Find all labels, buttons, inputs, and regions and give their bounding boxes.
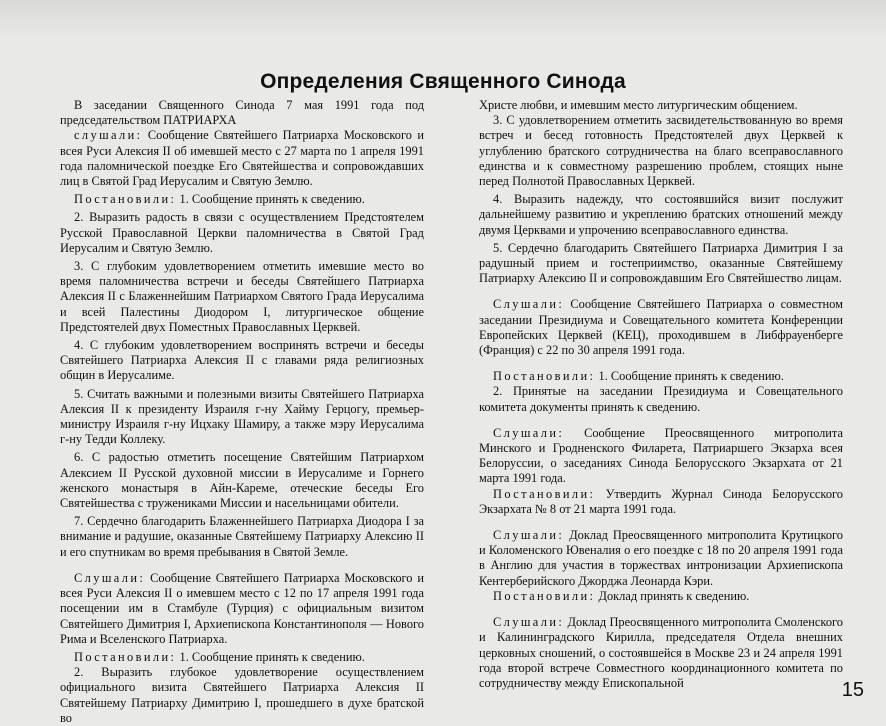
resolved-paragraph <box>60 192 424 207</box>
heard-text: Сообщение Святейшего Патриарха Московского и всея Руси Алексия II о имевшем место с 12 по 17 апреля 1991 года посещении им в Стамбуле (Турция) с официальным визитом Святейшего Димитрия I, Архиепископа Константинополя — Нового Рима и Вселенского Патриарха. <box>60 570 424 646</box>
resolution-item: 3. С удовлетворением отметить засвидетельствованную во время встреч и бесед готовность Предстоятелей двух Церквей к углублению братского сотрудничества на благо всеправославного единства и к совместному разрешению проблем, стоящих ныне перед Полнотой Православных Церквей. <box>479 113 843 189</box>
heard-text: Доклад Преосвященного митрополита Крутицкого и Коломенского Ювеналия о его поездке с 18 по 20 апреля 1991 года в Англию для участия в торжествах интронизации Архиепископа Кентерберийского Джорджа Леонарда Кэри. <box>479 528 843 588</box>
bleed-through-area <box>0 0 886 40</box>
heard-text: Сообщение Преосвященного митрополита Минского и Гродненского Филарета, Патриаршего Экзарха всея Белоруссии, о заседаниях Синода Белорусского Экзархата от 21 марта 1991 года. <box>479 425 843 486</box>
heard-label: Слушали: <box>493 425 565 440</box>
heard-paragraph <box>60 128 424 189</box>
resolved-label: Постановили: <box>493 369 596 384</box>
page-title: Определения Священного Синода <box>260 70 626 94</box>
continued-paragraph: Христе любви, и имевшим место литургическим общением. <box>479 98 798 112</box>
heard-label: Слушали: <box>493 615 565 630</box>
resolution-item: 2. Принятые на заседании Президиума и Совещательного комитета документы принять к сведению. <box>479 384 843 414</box>
resolved-paragraph <box>479 589 843 604</box>
resolved-label: Постановили: <box>493 486 596 501</box>
heard-text: Сообщение Святейшего Патриарха о совместном заседании Президиума и Совещательного комитета Конференции Европейских Церквей (КЕЦ), проходившем в Либфрауенберге (Франция) с 22 по 30 апреля 1991 года. <box>479 297 843 358</box>
resolved-text: Доклад принять к сведению. <box>598 588 750 603</box>
resolution-item: 4. С глубоким удовлетворением воспринять встречи и беседы Святейшего Патриарха Алексия II с главами ряда религиозных общин в Иерусалиме. <box>60 338 424 383</box>
heard-paragraph <box>479 615 843 691</box>
resolution-item: 3. С глубоким удовлетворением отметить имевшие место во время паломничества встречи и беседы Святейшего Патриарха Алексия II с Блаженнейшим Патриархом Святого Града Иерусалима и всей Палестины Диодором I, литургическое общение Предстоятелей двух Поместных Православных Церквей. <box>60 259 424 334</box>
right-column <box>479 98 843 691</box>
heard-label: Слушали: <box>493 297 565 312</box>
resolved-label: Постановили: <box>74 192 177 207</box>
page-number: 15 <box>841 679 864 701</box>
heard-text: Сообщение Святейшего Патриарха Московского и всея Руси Алексия II об имевшей место с 27 марта по 1 апреля 1991 года паломнической поездке Его Святейшества и сопровождавших лиц в Святой Град Иерусалим и Святую Землю. <box>60 128 424 189</box>
resolution-item: 7. Сердечно благодарить Блаженнейшего Патриарха Диодора I за внимание и радушие, оказанные Святейшему Патриарху Алексию II и его спутникам во время пребывания в Святой Земле. <box>60 514 424 559</box>
resolution-item: 5. Сердечно благодарить Святейшего Патриарха Димитрия I за радушный прием и гостеприимство, оказанные Святейшему Патриарху Алексию II и сопровождавшим Его Святейшество лицам. <box>479 240 843 286</box>
resolution-item: 6. С радостью отметить посещение Святейшим Патриархом Алексием II Русской духовной миссии в Иерусалиме и Горнего женского монастыря в Айн-Кареме, отеческие беседы Его Святейшества с тружениками Миссии и насельницами обители. <box>60 450 424 511</box>
heard-label: Слушали: <box>493 528 565 543</box>
resolution-item: 2. Выразить радость в связи с осуществлением Предстоятелем Русской Православной Церкви паломничества в Святой Град Иерусалим и Святую Землю. <box>60 210 424 255</box>
resolution-item: 4. Выразить надежду, что состоявшийся визит послужит дальнейшему развитию и укреплению братских отношений между двумя Церквами и упрочению всеправославного единства. <box>479 192 843 237</box>
heard-text: Доклад Преосвященного митрополита Смоленского и Калининградского Кирилла, председателя Отдела внешних церковных сношений, о состоявшейся в Москве 23 и 24 апреля 1991 года второй встрече Совместного координационного комитета по сотрудничеству между Епископальной <box>479 615 843 690</box>
resolved-label: Постановили: <box>74 649 177 664</box>
intro-paragraph: В заседании Священного Синода 7 мая 1991 года под председательством ПАТРИАРХА <box>60 98 424 128</box>
resolution-item: 5. Считать важными и полезными визиты Святейшего Патриарха Алексия II к президенту Израиля г-ну Хайму Герцогу, премьер-министру Израиля г-ну Ицхаку Шамиру, а также мэру Иерусалима г-ну Тедди Коллеку. <box>60 386 424 447</box>
left-column <box>60 98 424 726</box>
heard-label: Слушали: <box>74 570 146 585</box>
heard-paragraph <box>60 571 424 647</box>
heard-paragraph <box>479 528 843 589</box>
resolution-item: 2. Выразить глубокое удовлетворение осуществлением официального визита Святейшего Патриарха Алексия II Святейшему Патриарху Димитрию I, прошедшего в духе братской во <box>60 665 424 725</box>
resolved-paragraph <box>479 487 843 517</box>
heard-paragraph <box>479 426 843 487</box>
resolved-paragraph <box>60 650 424 665</box>
heard-label: слушали: <box>74 128 143 143</box>
heard-paragraph <box>479 297 843 358</box>
resolved-text: Утвердить Журнал Синода Белорусского Экзархата № 8 от 21 марта 1991 года. <box>479 486 843 516</box>
resolved-text: 1. Сообщение принять к сведению. <box>179 649 365 664</box>
resolved-label: Постановили: <box>493 588 596 603</box>
resolved-text: 1. Сообщение принять к сведению. <box>598 369 784 384</box>
resolved-paragraph <box>479 369 843 384</box>
resolved-text: 1. Сообщение принять к сведению. <box>179 192 365 207</box>
